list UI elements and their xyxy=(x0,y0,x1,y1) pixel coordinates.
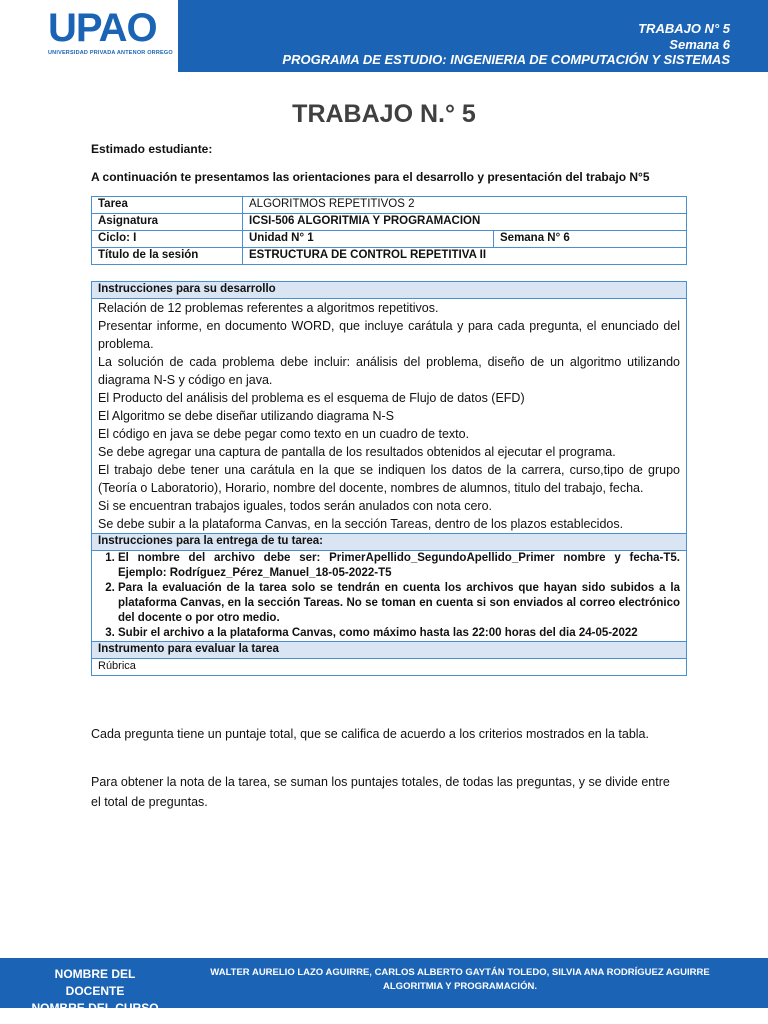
table-row xyxy=(92,231,687,248)
semana-label: Semana N° 6 xyxy=(494,231,687,248)
header-program: PROGRAMA DE ESTUDIO: INGENIERIA DE COMPUTACIÓN Y SISTEMAS xyxy=(282,52,730,67)
table-row xyxy=(92,299,687,534)
tarea-value: ALGORITMOS REPETITIVOS 2 xyxy=(243,197,687,214)
table-row xyxy=(92,659,687,676)
instruction-line: El trabajo debe tener una carátula en la que se indiquen los datos de la carrera, curso,tipo de grupo (Teoría o Laboratorio), Horario, nombre del docente, nombres de alumnos, titulo del trabajo, fecha. xyxy=(98,463,680,495)
table-row xyxy=(92,551,687,642)
table-row xyxy=(92,214,687,231)
header-info xyxy=(282,21,730,68)
footer-values xyxy=(190,966,730,994)
instrument-value: Rúbrica xyxy=(92,659,687,676)
ciclo-label: Ciclo: I xyxy=(92,231,243,248)
instructions-table xyxy=(91,281,687,676)
table-row xyxy=(92,642,687,659)
university-logo xyxy=(0,0,178,72)
header-assignment: TRABAJO N° 5 xyxy=(638,21,730,36)
table-row xyxy=(92,282,687,299)
delivery-body xyxy=(92,551,687,642)
teacher-label: NOMBRE DEL DOCENTE xyxy=(54,967,136,998)
list-item: 1. El nombre del archivo debe ser: PrimerApellido_SegundoApellido_Primer nombre y fecha-T5. Ejemplo: Rodríguez_Pérez_Manuel_18-05-2022-T5 xyxy=(118,551,680,581)
instructions-heading: Instrucciones para su desarrollo xyxy=(92,282,687,299)
instruction-line: Se debe agregar una captura de pantalla de los resultados obtenidos al ejecutar el programa. xyxy=(98,445,616,459)
page-header xyxy=(0,0,768,72)
tarea-label: Tarea xyxy=(92,197,243,214)
table-row xyxy=(92,248,687,265)
instruction-line: El código en java se debe pegar como texto en un cuadro de texto. xyxy=(98,427,470,441)
document-title: TRABAJO N.° 5 xyxy=(292,100,476,128)
list-item: 3. Subir el archivo a la plataforma Canvas, como máximo hasta las 22:00 horas del dia 24-05-2022 xyxy=(118,626,680,641)
logo-text: UPAO xyxy=(48,6,157,50)
course-label: NOMBRE DEL CURSO xyxy=(31,1001,159,1015)
instructions-body xyxy=(92,299,687,534)
delivery-heading: Instrucciones para la entrega de tu tarea: xyxy=(92,534,687,551)
list-item: 2. Para la evaluación de la tarea solo se tendrán en cuenta los archivos que hayan sido subidos a la plataforma Canvas, en la sección Tareas. No se toman en cuenta si son enviados al correo electrónico del docente o por otro medio. xyxy=(118,581,680,626)
footer-labels xyxy=(30,966,160,1017)
closing-paragraph-2: Para obtener la nota de la tarea, se suman los puntajes totales, de todas las preguntas, y se divide entre el total de preguntas. xyxy=(91,775,670,809)
instruction-line: Se debe subir a la plataforma Canvas, en la sección Tareas, dentro de los plazos establecidos. xyxy=(98,517,624,531)
page-footer xyxy=(0,958,768,1015)
greeting: Estimado estudiante: xyxy=(91,142,213,156)
logo-subtitle: UNIVERSIDAD PRIVADA ANTENOR ORREGO xyxy=(48,50,173,56)
header-week: Semana 6 xyxy=(669,36,730,52)
assignment-info-table xyxy=(91,196,687,265)
instruction-line: Presentar informe, en documento WORD, que incluye carátula y para cada pregunta, el enunciado del problema. xyxy=(98,319,680,351)
delivery-list xyxy=(98,551,680,641)
course-name: ALGORITMIA Y PROGRAMACIÓN. xyxy=(383,981,537,992)
instruction-line: Si se encuentran trabajos iguales, todos serán anulados con nota cero. xyxy=(98,499,493,513)
asignatura-label: Asignatura xyxy=(92,214,243,231)
teacher-names: WALTER AURELIO LAZO AGUIRRE, CARLOS ALBERTO GAYTÁN TOLEDO, SILVIA ANA RODRÍGUEZ AGUIRRE xyxy=(210,967,710,978)
closing-paragraph-1: Cada pregunta tiene un puntaje total, que se califica de acuerdo a los criterios mostrados en la tabla. xyxy=(91,727,649,741)
asignatura-value: ICSI-506 ALGORITMIA Y PROGRAMACION xyxy=(243,214,687,231)
instruction-line: La solución de cada problema debe incluir: análisis del problema, diseño de un algoritmo utilizando diagrama N-S y código en java. xyxy=(98,355,680,387)
instruction-line: El Producto del análisis del problema es el esquema de Flujo de datos (EFD) xyxy=(98,391,525,405)
titulo-label: Título de la sesión xyxy=(92,248,243,265)
intro-text: A continuación te presentamos las orientaciones para el desarrollo y presentación del trabajo N°5 xyxy=(91,170,650,184)
table-row xyxy=(92,534,687,551)
instruction-line: Relación de 12 problemas referentes a algoritmos repetitivos. xyxy=(98,301,439,315)
unidad-label: Unidad N° 1 xyxy=(243,231,494,248)
instrument-heading: Instrumento para evaluar la tarea xyxy=(92,642,687,659)
instruction-line: El Algoritmo se debe diseñar utilizando diagrama N-S xyxy=(98,409,394,423)
table-row xyxy=(92,197,687,214)
titulo-value: ESTRUCTURA DE CONTROL REPETITIVA II xyxy=(243,248,687,265)
